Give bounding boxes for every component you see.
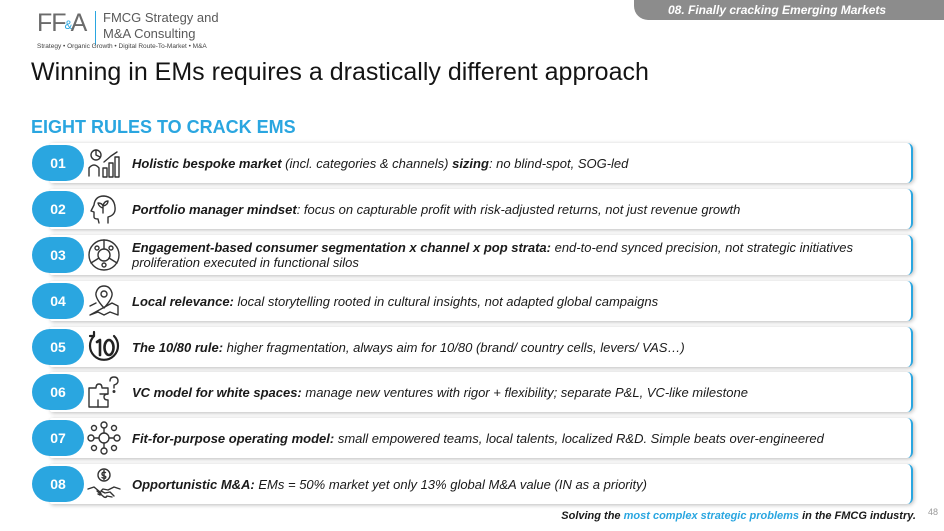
rule-rest: : no blind-spot, SOG-led [488,155,629,171]
brand-mark-left: FF [37,9,66,37]
puzzle-question-icon [86,375,122,409]
rule-number: 05 [32,329,84,365]
brand-name-line1: FMCG Strategy and [103,10,219,25]
page-number: 48 [927,507,938,517]
rule-text [132,281,901,321]
rule-item [32,327,913,367]
rule-item [32,235,913,275]
rule-item [32,464,913,504]
rule-number: 03 [32,237,84,273]
footer-highlight: most complex strategic problems [623,510,800,522]
local-map-pin-icon [86,284,122,318]
page-subtitle: EIGHT RULES TO CRACK EMS [31,117,296,137]
handshake-deal-icon [86,467,122,501]
rule-number: 06 [32,374,84,410]
rule-item [32,372,913,412]
rule-item [32,189,913,229]
brand-mark-right: A [70,9,87,37]
rule-rest: higher fragmentation, always aim for 10/80 (brand/ country cells, levers/ VAS…) [223,339,685,355]
rule-mid: (incl. categories & channels) [281,155,453,171]
operating-model-network-icon [86,421,122,455]
rule-bold: Engagement-based consumer segmentation x channel x pop strata: [132,240,551,255]
rule-number: 04 [32,283,84,319]
rule-text [132,418,901,458]
rule-bold: Local relevance: [132,293,234,309]
footer-tagline [561,510,916,522]
rule-rest: : focus on capturable profit with risk-adjusted returns, not just revenue growth [296,201,741,217]
rule-number: 02 [32,191,84,227]
rule-number: 08 [32,466,84,502]
page-title: Winning in EMs requires a drastically different approach [31,58,649,86]
rule-rest: EMs = 50% market yet only 13% global M&A value (IN as a priority) [254,476,647,492]
rule-rest: local storytelling rooted in cultural insights, not adapted global campaigns [233,293,659,309]
brand-tagline: Strategy • Organic Growth • Digital Route-To-Market • M&A [37,43,207,50]
rule-text [132,464,901,504]
footer-post: in the FMCG industry. [799,510,916,522]
consumer-segments-icon [86,238,122,272]
rule-bold: Holistic bespoke market [132,155,282,171]
rule-rest: small empowered teams, local talents, localized R&D. Simple beats over-engineered [334,430,824,446]
ten-circle-icon [86,330,122,364]
rule-number: 07 [32,420,84,456]
rule-bold: Portfolio manager mindset [132,201,297,217]
rule-item [32,418,913,458]
rule-text [132,327,901,367]
rule-bold: Opportunistic M&A: [132,476,255,492]
rule-text [132,235,901,275]
rule-rest: manage new ventures with rigor + flexibility; separate P&L, VC-like milestone [301,384,748,400]
market-sizing-chart-icon [86,146,122,180]
rule-bold: The 10/80 rule: [132,339,224,355]
mindset-head-icon [86,192,122,226]
brand-name-line2: M&A Consulting [103,26,196,41]
rule-number: 01 [32,145,84,181]
brand-mark-amp: & [64,18,72,32]
rule-text [132,143,901,183]
footer-pre: Solving the [561,510,624,522]
rule-text [132,372,901,412]
rule-item [32,143,913,183]
rule-bold: Fit-for-purpose operating model: [132,430,335,446]
rule-rest: end-to-end synced precision, not strategic initiatives proliferation executed in functional silos [132,240,854,270]
rule-bold2: sizing [452,155,489,171]
rule-bold: VC model for white spaces: [132,384,302,400]
rule-text [132,189,901,229]
section-tag: 08. Finally cracking Emerging Markets [634,0,944,20]
rule-item [32,281,913,321]
